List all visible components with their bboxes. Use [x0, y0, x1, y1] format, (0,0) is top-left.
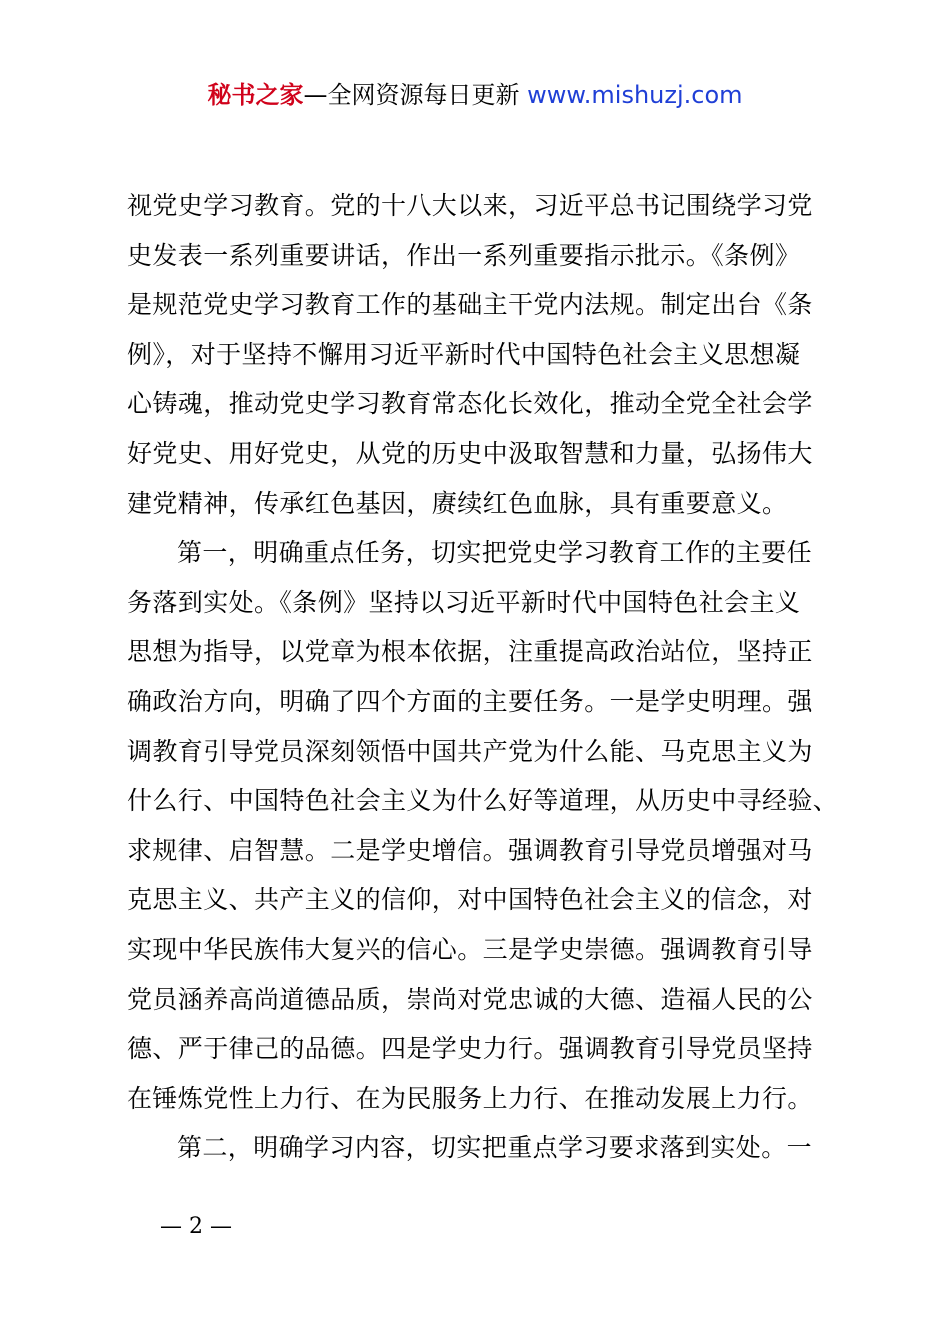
body-line: 德、严于律己的品德。四是学史力行。强调教育引导党员坚持 [127, 1034, 813, 1064]
paragraph-first-line: 第一，明确重点任务，切实把党史学习教育工作的主要任 [177, 538, 813, 568]
body-line: 视党史学习教育。党的十八大以来，习近平总书记围绕学习党 [127, 191, 813, 220]
body-line: 在锤炼党性上力行、在为民服务上力行、在推动发展上力行。 [127, 1083, 813, 1113]
body-line: 调教育引导党员深刻领悟中国共产党为什么能、马克思主义为 [127, 736, 813, 766]
document-body [127, 181, 839, 1173]
page-header [0, 78, 950, 112]
paragraph-first-line: 第二，明确学习内容，切实把重点学习要求落到实处。一 [177, 1133, 813, 1163]
body-line: 史发表一系列重要讲话，作出一系列重要指示批示。《条例》 [127, 240, 801, 270]
header-slogan: —全网资源每日更新 [303, 81, 528, 109]
body-line: 党员涵养高尚道德品质，崇尚对党忠诚的大德、造福人民的公 [127, 984, 813, 1014]
header-site-link[interactable]: www.mishuzj.com [527, 81, 743, 109]
body-line: 克思主义、共产主义的信仰，对中国特色社会主义的信念，对 [127, 885, 813, 915]
body-line: 思想为指导，以党章为根本依据，注重提高政治站位，坚持正 [127, 637, 813, 667]
body-line: 务落到实处。《条例》坚持以习近平新时代中国特色社会主义 [127, 587, 801, 617]
body-line: 什么行、中国特色社会主义为什么好等道理，从历史中寻经验、 [127, 786, 839, 816]
body-line: 心铸魂，推动党史学习教育常态化长效化，推动全党全社会学 [127, 389, 813, 419]
page-number: — 2 — [160, 1214, 232, 1239]
body-line: 建党精神，传承红色基因，赓续红色血脉，具有重要意义。 [127, 488, 788, 518]
body-line: 好党史、用好党史，从党的历史中汲取智慧和力量，弘扬伟大 [127, 438, 813, 468]
body-line: 求规律、启智慧。二是学史增信。强调教育引导党员增强对马 [127, 835, 813, 865]
body-line: 确政治方向，明确了四个方面的主要任务。一是学史明理。强 [127, 686, 813, 716]
header-brand: 秘书之家 [207, 81, 304, 109]
body-line: 是规范党史学习教育工作的基础主干党内法规。制定出台《条 [127, 290, 813, 320]
body-line: 实现中华民族伟大复兴的信心。三是学史崇德。强调教育引导 [127, 934, 813, 964]
body-line: 例》，对于坚持不懈用习近平新时代中国特色社会主义思想凝 [127, 339, 801, 369]
